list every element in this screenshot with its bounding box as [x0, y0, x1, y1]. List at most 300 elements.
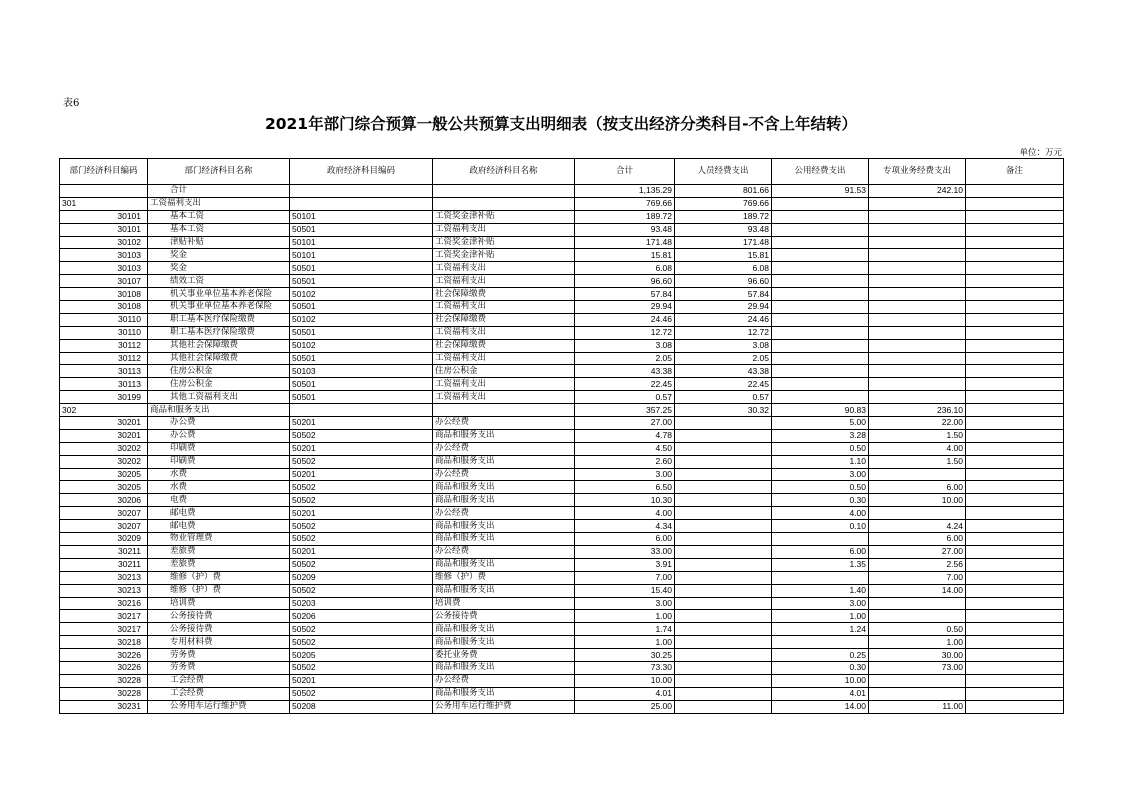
- dept-code-cell: [60, 185, 148, 198]
- personnel-cell: 189.72: [675, 210, 772, 223]
- note-cell: [966, 468, 1064, 481]
- dept-name-cell: 津贴补贴: [148, 236, 290, 249]
- gov-name-cell: 工资奖金津补贴: [433, 236, 575, 249]
- gov-code-cell: 50502: [290, 520, 433, 533]
- total-cell: 29.94: [575, 301, 675, 314]
- gov-name-cell: 社会保障缴费: [433, 288, 575, 301]
- table-row: [60, 545, 1064, 558]
- table-row: [60, 636, 1064, 649]
- total-cell: 4.00: [575, 507, 675, 520]
- gov-code-cell: 50501: [290, 352, 433, 365]
- gov-code-cell: 50101: [290, 249, 433, 262]
- personnel-cell: 171.48: [675, 236, 772, 249]
- dept-code-cell: 30231: [60, 700, 148, 713]
- dept-name-cell: 职工基本医疗保险缴费: [148, 326, 290, 339]
- gov-code-cell: 50102: [290, 313, 433, 326]
- dept-code-cell: 30108: [60, 301, 148, 314]
- dept-name-cell: 奖金: [148, 262, 290, 275]
- dept-code-cell: 30103: [60, 262, 148, 275]
- note-cell: [966, 610, 1064, 623]
- personnel-cell: 24.46: [675, 313, 772, 326]
- dept-code-cell: 30209: [60, 533, 148, 546]
- personnel-cell: 769.66: [675, 197, 772, 210]
- dept-name-cell: 维修（护）费: [148, 571, 290, 584]
- gov-name-cell: 商品和服务支出: [433, 494, 575, 507]
- column-header: 政府经济科目编码: [290, 159, 433, 185]
- gov-code-cell: 50502: [290, 429, 433, 442]
- personnel-cell: [675, 507, 772, 520]
- table-row: [60, 429, 1064, 442]
- note-cell: [966, 533, 1064, 546]
- gov-name-cell: 商品和服务支出: [433, 520, 575, 533]
- gov-code-cell: 50201: [290, 507, 433, 520]
- gov-code-cell: 50501: [290, 301, 433, 314]
- note-cell: [966, 339, 1064, 352]
- dept-name-cell: 差旅费: [148, 545, 290, 558]
- total-cell: 30.25: [575, 649, 675, 662]
- table-row: [60, 687, 1064, 700]
- gov-name-cell: 住房公积金: [433, 365, 575, 378]
- special-cell: [869, 262, 966, 275]
- dept-name-cell: 住房公积金: [148, 378, 290, 391]
- gov-name-cell: 商品和服务支出: [433, 481, 575, 494]
- special-cell: [869, 301, 966, 314]
- personnel-cell: [675, 468, 772, 481]
- gov-code-cell: 50201: [290, 674, 433, 687]
- special-cell: [869, 597, 966, 610]
- dept-name-cell: 工会经费: [148, 674, 290, 687]
- dept-code-cell: 30202: [60, 442, 148, 455]
- personnel-cell: 93.48: [675, 223, 772, 236]
- gov-code-cell: 50101: [290, 210, 433, 223]
- total-cell: 0.57: [575, 391, 675, 404]
- public-cell: [772, 288, 869, 301]
- gov-code-cell: 50502: [290, 558, 433, 571]
- personnel-cell: 0.57: [675, 391, 772, 404]
- special-cell: [869, 378, 966, 391]
- gov-code-cell: 50501: [290, 391, 433, 404]
- gov-name-cell: 办公经费: [433, 545, 575, 558]
- dept-code-cell: 30207: [60, 520, 148, 533]
- table-row: [60, 661, 1064, 674]
- dept-name-cell: 基本工资: [148, 210, 290, 223]
- note-cell: [966, 558, 1064, 571]
- total-cell: 4.50: [575, 442, 675, 455]
- public-cell: [772, 197, 869, 210]
- note-cell: [966, 223, 1064, 236]
- note-cell: [966, 288, 1064, 301]
- public-cell: 3.28: [772, 429, 869, 442]
- personnel-cell: [675, 610, 772, 623]
- total-cell: 171.48: [575, 236, 675, 249]
- dept-name-cell: 办公费: [148, 417, 290, 430]
- special-cell: [869, 326, 966, 339]
- table-row: [60, 623, 1064, 636]
- note-cell: [966, 455, 1064, 468]
- gov-name-cell: 工资福利支出: [433, 391, 575, 404]
- total-cell: 10.30: [575, 494, 675, 507]
- public-cell: 1.10: [772, 455, 869, 468]
- public-cell: 0.25: [772, 649, 869, 662]
- dept-code-cell: 30206: [60, 494, 148, 507]
- personnel-cell: [675, 649, 772, 662]
- dept-name-cell: 劳务费: [148, 661, 290, 674]
- gov-name-cell: 工资福利支出: [433, 326, 575, 339]
- note-cell: [966, 417, 1064, 430]
- note-cell: [966, 391, 1064, 404]
- column-header: 部门经济科目名称: [148, 159, 290, 185]
- note-cell: [966, 507, 1064, 520]
- dept-code-cell: 30101: [60, 210, 148, 223]
- dept-name-cell: 印刷费: [148, 442, 290, 455]
- dept-code-cell: 301: [60, 197, 148, 210]
- table-row: [60, 494, 1064, 507]
- public-cell: [772, 210, 869, 223]
- personnel-cell: [675, 661, 772, 674]
- dept-name-cell: 绩效工资: [148, 275, 290, 288]
- personnel-cell: 12.72: [675, 326, 772, 339]
- gov-code-cell: 50102: [290, 288, 433, 301]
- note-cell: [966, 197, 1064, 210]
- public-cell: [772, 339, 869, 352]
- dept-name-cell: 差旅费: [148, 558, 290, 571]
- total-cell: 357.25: [575, 404, 675, 417]
- special-cell: [869, 610, 966, 623]
- gov-name-cell: 工资福利支出: [433, 275, 575, 288]
- gov-name-cell: 培训费: [433, 597, 575, 610]
- public-cell: [772, 236, 869, 249]
- dept-name-cell: 基本工资: [148, 223, 290, 236]
- dept-code-cell: 30228: [60, 687, 148, 700]
- special-cell: [869, 223, 966, 236]
- dept-name-cell: 公务接待费: [148, 623, 290, 636]
- public-cell: [772, 636, 869, 649]
- personnel-cell: [675, 533, 772, 546]
- public-cell: 4.00: [772, 507, 869, 520]
- personnel-cell: [675, 520, 772, 533]
- total-cell: 1.00: [575, 610, 675, 623]
- total-cell: 4.01: [575, 687, 675, 700]
- dept-name-cell: 商品和服务支出: [148, 404, 290, 417]
- note-cell: [966, 352, 1064, 365]
- gov-name-cell: 办公经费: [433, 674, 575, 687]
- table-row: [60, 185, 1064, 198]
- gov-name-cell: [433, 404, 575, 417]
- total-cell: 1,135.29: [575, 185, 675, 198]
- dept-name-cell: 印刷费: [148, 455, 290, 468]
- dept-code-cell: 30103: [60, 249, 148, 262]
- table-row: [60, 352, 1064, 365]
- table-row: [60, 301, 1064, 314]
- gov-name-cell: 商品和服务支出: [433, 533, 575, 546]
- dept-code-cell: 30110: [60, 326, 148, 339]
- special-cell: [869, 365, 966, 378]
- dept-name-cell: 奖金: [148, 249, 290, 262]
- public-cell: [772, 223, 869, 236]
- public-cell: 1.00: [772, 610, 869, 623]
- dept-name-cell: 水费: [148, 468, 290, 481]
- dept-code-cell: 30216: [60, 597, 148, 610]
- gov-name-cell: 委托业务费: [433, 649, 575, 662]
- total-cell: 33.00: [575, 545, 675, 558]
- gov-code-cell: 50501: [290, 378, 433, 391]
- note-cell: [966, 571, 1064, 584]
- dept-code-cell: 30110: [60, 313, 148, 326]
- total-cell: 2.60: [575, 455, 675, 468]
- public-cell: [772, 275, 869, 288]
- personnel-cell: 2.05: [675, 352, 772, 365]
- table-row: [60, 455, 1064, 468]
- table-row: [60, 249, 1064, 262]
- table-number: 表6: [63, 98, 80, 109]
- public-cell: 14.00: [772, 700, 869, 713]
- note-cell: [966, 301, 1064, 314]
- special-cell: 4.00: [869, 442, 966, 455]
- public-cell: [772, 571, 869, 584]
- personnel-cell: [675, 558, 772, 571]
- note-cell: [966, 429, 1064, 442]
- gov-name-cell: 社会保障缴费: [433, 313, 575, 326]
- dept-code-cell: 30202: [60, 455, 148, 468]
- dept-name-cell: 邮电费: [148, 507, 290, 520]
- table-row: [60, 288, 1064, 301]
- dept-code-cell: 30108: [60, 288, 148, 301]
- dept-name-cell: 工资福利支出: [148, 197, 290, 210]
- special-cell: 27.00: [869, 545, 966, 558]
- note-cell: [966, 661, 1064, 674]
- gov-code-cell: 50101: [290, 236, 433, 249]
- public-cell: 0.10: [772, 520, 869, 533]
- personnel-cell: 22.45: [675, 378, 772, 391]
- public-cell: 0.30: [772, 661, 869, 674]
- table-row: [60, 584, 1064, 597]
- gov-code-cell: 50201: [290, 442, 433, 455]
- total-cell: 6.50: [575, 481, 675, 494]
- personnel-cell: [675, 674, 772, 687]
- table-row: [60, 197, 1064, 210]
- gov-code-cell: 50501: [290, 262, 433, 275]
- personnel-cell: 57.84: [675, 288, 772, 301]
- personnel-cell: 801.66: [675, 185, 772, 198]
- dept-code-cell: 30218: [60, 636, 148, 649]
- gov-code-cell: 50103: [290, 365, 433, 378]
- special-cell: 14.00: [869, 584, 966, 597]
- total-cell: 25.00: [575, 700, 675, 713]
- gov-name-cell: 工资奖金津补贴: [433, 249, 575, 262]
- gov-code-cell: 50502: [290, 533, 433, 546]
- dept-name-cell: 专用材料费: [148, 636, 290, 649]
- table-row: [60, 404, 1064, 417]
- special-cell: 6.00: [869, 533, 966, 546]
- note-cell: [966, 262, 1064, 275]
- gov-code-cell: 50502: [290, 661, 433, 674]
- note-cell: [966, 365, 1064, 378]
- public-cell: 5.00: [772, 417, 869, 430]
- note-cell: [966, 623, 1064, 636]
- gov-name-cell: 工资奖金津补贴: [433, 210, 575, 223]
- table-row: [60, 365, 1064, 378]
- special-cell: 236.10: [869, 404, 966, 417]
- dept-code-cell: 302: [60, 404, 148, 417]
- table-row: [60, 649, 1064, 662]
- gov-name-cell: 商品和服务支出: [433, 584, 575, 597]
- personnel-cell: 96.60: [675, 275, 772, 288]
- personnel-cell: [675, 545, 772, 558]
- column-header: 专项业务经费支出: [869, 159, 966, 185]
- gov-name-cell: 商品和服务支出: [433, 558, 575, 571]
- personnel-cell: [675, 455, 772, 468]
- dept-code-cell: 30211: [60, 545, 148, 558]
- personnel-cell: 6.08: [675, 262, 772, 275]
- total-cell: 3.00: [575, 468, 675, 481]
- dept-name-cell: 机关事业单位基本养老保险: [148, 301, 290, 314]
- special-cell: [869, 275, 966, 288]
- gov-code-cell: 50501: [290, 326, 433, 339]
- column-header: 人员经费支出: [675, 159, 772, 185]
- table-row: [60, 262, 1064, 275]
- special-cell: 0.50: [869, 623, 966, 636]
- gov-code-cell: 50502: [290, 584, 433, 597]
- special-cell: [869, 352, 966, 365]
- personnel-cell: [675, 429, 772, 442]
- gov-name-cell: 公务接待费: [433, 610, 575, 623]
- gov-name-cell: 商品和服务支出: [433, 623, 575, 636]
- gov-code-cell: 50201: [290, 417, 433, 430]
- table-row: [60, 520, 1064, 533]
- gov-name-cell: 社会保障缴费: [433, 339, 575, 352]
- dept-code-cell: 30217: [60, 610, 148, 623]
- gov-name-cell: 工资福利支出: [433, 262, 575, 275]
- public-cell: 91.53: [772, 185, 869, 198]
- public-cell: [772, 249, 869, 262]
- dept-name-cell: 电费: [148, 494, 290, 507]
- total-cell: 2.05: [575, 352, 675, 365]
- special-cell: 11.00: [869, 700, 966, 713]
- public-cell: [772, 391, 869, 404]
- note-cell: [966, 481, 1064, 494]
- table-row: [60, 391, 1064, 404]
- personnel-cell: [675, 687, 772, 700]
- public-cell: [772, 313, 869, 326]
- total-cell: 769.66: [575, 197, 675, 210]
- special-cell: [869, 391, 966, 404]
- special-cell: [869, 507, 966, 520]
- gov-code-cell: 50203: [290, 597, 433, 610]
- public-cell: [772, 301, 869, 314]
- personnel-cell: [675, 636, 772, 649]
- special-cell: 242.10: [869, 185, 966, 198]
- dept-code-cell: 30207: [60, 507, 148, 520]
- table-body: [60, 185, 1064, 714]
- table-row: [60, 481, 1064, 494]
- special-cell: 7.00: [869, 571, 966, 584]
- public-cell: 0.50: [772, 481, 869, 494]
- special-cell: 1.50: [869, 455, 966, 468]
- dept-name-cell: 其他工资福利支出: [148, 391, 290, 404]
- total-cell: 24.46: [575, 313, 675, 326]
- total-cell: 189.72: [575, 210, 675, 223]
- note-cell: [966, 584, 1064, 597]
- dept-name-cell: 公务接待费: [148, 610, 290, 623]
- dept-name-cell: 办公费: [148, 429, 290, 442]
- total-cell: 6.08: [575, 262, 675, 275]
- gov-code-cell: 50502: [290, 455, 433, 468]
- gov-name-cell: 办公经费: [433, 468, 575, 481]
- table-row: [60, 339, 1064, 352]
- note-cell: [966, 636, 1064, 649]
- special-cell: [869, 197, 966, 210]
- special-cell: 1.00: [869, 636, 966, 649]
- gov-name-cell: 工资福利支出: [433, 352, 575, 365]
- gov-code-cell: 50502: [290, 623, 433, 636]
- special-cell: [869, 687, 966, 700]
- column-header: 合计: [575, 159, 675, 185]
- gov-code-cell: 50206: [290, 610, 433, 623]
- total-cell: 57.84: [575, 288, 675, 301]
- special-cell: 73.00: [869, 661, 966, 674]
- gov-code-cell: 50102: [290, 339, 433, 352]
- note-cell: [966, 404, 1064, 417]
- gov-code-cell: [290, 197, 433, 210]
- public-cell: [772, 533, 869, 546]
- gov-name-cell: 办公经费: [433, 417, 575, 430]
- personnel-cell: [675, 442, 772, 455]
- dept-code-cell: 30226: [60, 649, 148, 662]
- dept-code-cell: 30211: [60, 558, 148, 571]
- total-cell: 3.00: [575, 597, 675, 610]
- public-cell: 1.24: [772, 623, 869, 636]
- unit-label: 单位：万元: [1019, 148, 1062, 158]
- budget-table: [59, 158, 1064, 714]
- dept-name-cell: 合计: [148, 185, 290, 198]
- dept-code-cell: 30228: [60, 674, 148, 687]
- note-cell: [966, 545, 1064, 558]
- dept-code-cell: 30213: [60, 571, 148, 584]
- public-cell: 10.00: [772, 674, 869, 687]
- public-cell: 4.01: [772, 687, 869, 700]
- note-cell: [966, 185, 1064, 198]
- table-row: [60, 223, 1064, 236]
- special-cell: 30.00: [869, 649, 966, 662]
- table-row: [60, 700, 1064, 713]
- total-cell: 1.00: [575, 636, 675, 649]
- public-cell: [772, 365, 869, 378]
- dept-code-cell: 30113: [60, 378, 148, 391]
- personnel-cell: [675, 700, 772, 713]
- gov-name-cell: 办公经费: [433, 442, 575, 455]
- note-cell: [966, 674, 1064, 687]
- note-cell: [966, 520, 1064, 533]
- total-cell: 12.72: [575, 326, 675, 339]
- gov-code-cell: [290, 404, 433, 417]
- personnel-cell: [675, 481, 772, 494]
- total-cell: 3.91: [575, 558, 675, 571]
- public-cell: 6.00: [772, 545, 869, 558]
- public-cell: [772, 378, 869, 391]
- total-cell: 73.30: [575, 661, 675, 674]
- dept-name-cell: 其他社会保障缴费: [148, 339, 290, 352]
- dept-name-cell: 职工基本医疗保险缴费: [148, 313, 290, 326]
- personnel-cell: [675, 597, 772, 610]
- dept-name-cell: 物业管理费: [148, 533, 290, 546]
- column-header: 政府经济科目名称: [433, 159, 575, 185]
- dept-name-cell: 机关事业单位基本养老保险: [148, 288, 290, 301]
- table-row: [60, 597, 1064, 610]
- dept-name-cell: 劳务费: [148, 649, 290, 662]
- public-cell: 90.83: [772, 404, 869, 417]
- total-cell: 22.45: [575, 378, 675, 391]
- public-cell: 1.40: [772, 584, 869, 597]
